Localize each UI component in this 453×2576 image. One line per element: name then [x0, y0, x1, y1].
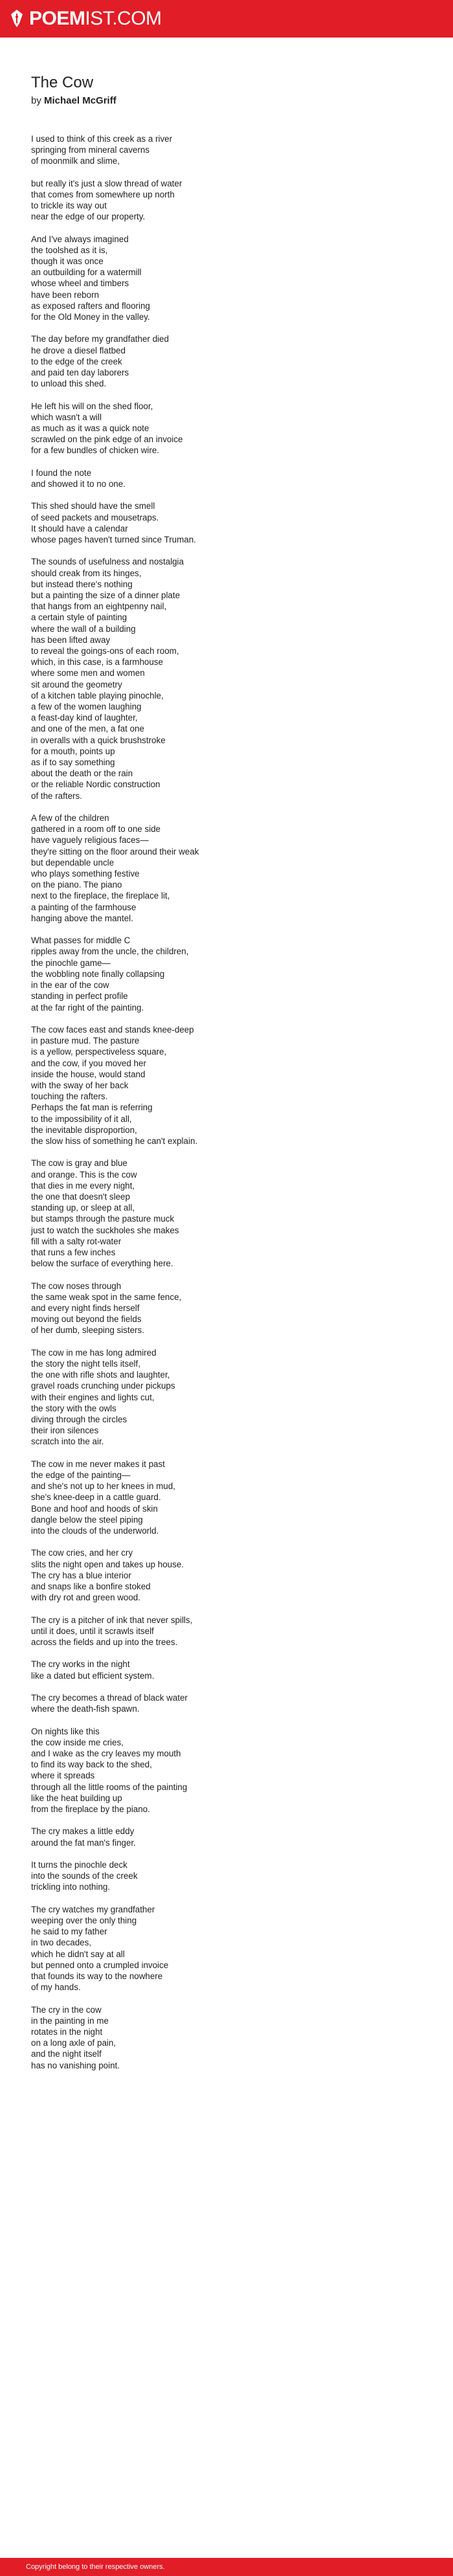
poem-line: slits the night open and takes up house.	[31, 1559, 184, 1569]
poem-line: to reveal the goings-ons of each room,	[31, 646, 179, 656]
poem-line: and I wake as the cry leaves my mouth	[31, 1748, 181, 1758]
poem-line: and showed it to no one.	[31, 479, 126, 489]
poem-line: should creak from its hinges,	[31, 568, 142, 578]
poem-line: whose pages haven't turned since Truman.	[31, 535, 196, 545]
poem-line: as much as it was a quick note	[31, 423, 149, 434]
poem-line: the story the night tells itself,	[31, 1358, 140, 1369]
poem-line: for a mouth, points up	[31, 746, 115, 756]
stanza	[31, 333, 453, 389]
poem-line: the toolshed as it is,	[31, 245, 108, 255]
poem-line: as exposed rafters and flooring	[31, 300, 150, 311]
poem-line: with their engines and lights cut,	[31, 1392, 155, 1402]
poem-line: of my hands.	[31, 1982, 81, 1993]
poem-line: of a kitchen table playing pinochle,	[31, 690, 164, 700]
poem-line: in the ear of the cow	[31, 980, 109, 991]
author-link[interactable]: Michael McGriff	[44, 95, 116, 106]
poem-line: and the cow, if you moved her	[31, 1058, 146, 1068]
poem-line: to the edge of the creek	[31, 356, 122, 366]
poem-line: The cow noses through	[31, 1281, 122, 1291]
poem-line: and paid ten day laborers	[31, 368, 129, 378]
poem-line: a feast-day kind of laughter,	[31, 713, 138, 723]
poem-line: they're sitting on the floor around their weak	[31, 846, 199, 857]
poem-line: I found the note	[31, 467, 92, 478]
poem-line: He left his will on the shed floor,	[31, 401, 153, 411]
poem-line: around the fat man's finger.	[31, 1837, 136, 1848]
stanza	[31, 1659, 453, 1681]
poem-line: which wasn't a will	[31, 412, 102, 422]
poem-line: It turns the pinochle deck	[31, 1859, 127, 1870]
poem-line: It should have a calendar	[31, 523, 128, 533]
poem-line: weeping over the only thing	[31, 1915, 137, 1925]
poem-line: of her dumb, sleeping sisters.	[31, 1325, 144, 1336]
poem-line: springing from mineral caverns	[31, 145, 150, 155]
poem-line: has no vanishing point.	[31, 2060, 120, 2070]
poem-line: The cow cries, and her cry	[31, 1548, 133, 1558]
poem-line: that hangs from an eightpenny nail,	[31, 601, 167, 612]
poem-line: inside the house, would stand	[31, 1069, 146, 1079]
stanza	[31, 178, 453, 223]
poem-line: of moonmilk and slime,	[31, 156, 120, 166]
poem-line: has been lifted away	[31, 634, 111, 645]
poem-line: The cry watches my grandfather	[31, 1904, 155, 1914]
quill-icon	[9, 9, 25, 28]
byline-prefix: by	[31, 95, 41, 106]
poem-line: The cry becomes a thread of black water	[31, 1692, 188, 1703]
poem-line: just to watch the suckholes she makes	[31, 1225, 179, 1235]
poem-line: across the fields and up into the trees.	[31, 1637, 178, 1647]
poem-line: trickling into nothing.	[31, 1882, 111, 1892]
poem-line: ripples away from the uncle, the children,	[31, 946, 189, 957]
poem-line: On nights like this	[31, 1726, 100, 1736]
poem-line: the pinochle game—	[31, 958, 111, 968]
poem-line: A few of the children	[31, 813, 109, 823]
poem-line: the wobbling note finally collapsing	[31, 969, 165, 979]
poem-line: he drove a diesel flatbed	[31, 345, 126, 355]
poem-line: which, in this case, is a farmhouse	[31, 657, 163, 667]
poem-line: the one with rifle shots and laughter,	[31, 1370, 170, 1380]
poem-line: but dependable uncle	[31, 857, 115, 868]
poem-line: Perhaps the fat man is referring	[31, 1103, 153, 1113]
poem-line: The cow in me never makes it past	[31, 1459, 165, 1469]
footer	[0, 2558, 453, 2576]
poem-line: The cry has a blue interior	[31, 1570, 131, 1580]
poem-line: but really it's just a slow thread of water	[31, 178, 182, 188]
poem-line: in two decades,	[31, 1938, 92, 1948]
poem-line: The day before my grandfather died	[31, 334, 169, 344]
poem-line: where the death-fish spawn.	[31, 1704, 140, 1714]
poem-line: like the heat building up	[31, 1793, 122, 1803]
poem-line: is a yellow, perspectiveless square,	[31, 1047, 167, 1057]
poem-line: though it was once	[31, 256, 104, 266]
poem-line: What passes for middle C	[31, 935, 131, 946]
poem-line: touching the rafters.	[31, 1092, 108, 1102]
poem-line: that comes from somewhere up north	[31, 189, 175, 199]
poem-line: gathered in a room off to one side	[31, 824, 161, 834]
poem-line: he said to my father	[31, 1927, 107, 1937]
poem-line: of seed packets and mousetraps.	[31, 512, 159, 522]
poem-line: the one that doesn't sleep	[31, 1191, 130, 1202]
poem-line: where some men and women	[31, 668, 145, 678]
poem-line: and one of the men, a fat one	[31, 724, 144, 734]
stanza	[31, 133, 453, 167]
stanza	[31, 467, 453, 489]
poem-line: and every night finds herself	[31, 1303, 140, 1313]
poem-line: the slow hiss of something he can't explain.	[31, 1136, 198, 1146]
poem-line: and orange. This is the cow	[31, 1169, 137, 1180]
poem-line: have vaguely religious faces—	[31, 835, 149, 846]
stanza	[31, 1859, 453, 1893]
byline	[31, 95, 453, 106]
poem-line: I used to think of this creek as a river	[31, 133, 173, 144]
stanza	[31, 1459, 453, 1536]
poem-line: next to the fireplace, the fireplace lit,	[31, 891, 170, 901]
poem-line: she's knee-deep in a cattle guard.	[31, 1492, 161, 1503]
poem-line: their iron silences	[31, 1426, 99, 1436]
poem-line: but instead there's nothing	[31, 579, 133, 589]
stanza	[31, 1692, 453, 1714]
poem-line: standing in perfect profile	[31, 991, 128, 1002]
poem-line: rotates in the night	[31, 2026, 103, 2037]
site-name-light: IST.COM	[85, 8, 162, 29]
poem-line: The cry makes a little eddy	[31, 1826, 135, 1837]
poem-line: until it does, until it scrawls itself	[31, 1626, 154, 1636]
poem-title: The Cow	[31, 74, 94, 91]
poem-line: where the wall of a building	[31, 623, 136, 634]
poem-line: to unload this shed.	[31, 379, 107, 389]
stanza	[31, 935, 453, 1013]
poem-line: which he didn't say at all	[31, 1949, 125, 1959]
poem-line: who plays something festive	[31, 869, 140, 879]
poem-line: or the reliable Nordic construction	[31, 779, 160, 790]
stanza	[31, 1158, 453, 1269]
site-name	[29, 9, 162, 28]
poem-body	[0, 106, 453, 2071]
poem-line: standing up, or sleep at all,	[31, 1203, 135, 1213]
stanza	[31, 812, 453, 924]
poem-line: The cow is gray and blue	[31, 1158, 127, 1169]
poem-line: the same weak spot in the same fence,	[31, 1292, 182, 1302]
poem-line: in the painting in me	[31, 2015, 109, 2026]
poem-line: have been reborn	[31, 289, 99, 300]
stanza	[31, 1904, 453, 1993]
poem-line: the edge of the painting—	[31, 1470, 131, 1480]
stanza	[31, 1281, 453, 1336]
poem-container	[0, 38, 453, 2071]
poem-line: and she's not up to her knees in mud,	[31, 1481, 175, 1492]
stanza	[31, 2004, 453, 2071]
poem-line: scrawled on the pink edge of an invoice	[31, 434, 183, 445]
poem-line: the cow inside me cries,	[31, 1737, 124, 1747]
stanza	[31, 1024, 453, 1147]
poem-line: at the far right of the painting.	[31, 1002, 144, 1013]
poem-line: that founds its way to the nowhere	[31, 1971, 163, 1981]
poem-line: in pasture mud. The pasture	[31, 1036, 140, 1046]
poem-line: a certain style of painting	[31, 612, 127, 623]
poem-line: The sounds of usefulness and nostalgia	[31, 557, 184, 567]
poem-line: This shed should have the smell	[31, 501, 155, 511]
stanza	[31, 1347, 453, 1448]
poem-line: as if to say something	[31, 757, 115, 768]
poem-line: with dry rot and green wood.	[31, 1593, 140, 1603]
poem-line: near the edge of our property.	[31, 212, 146, 222]
poem-line: but penned onto a crumpled invoice	[31, 1960, 169, 1970]
poem-line: a few of the women laughing	[31, 702, 142, 712]
poem-line: moving out beyond the fields	[31, 1314, 142, 1325]
poem-line: on a long axle of pain,	[31, 2038, 116, 2048]
poem-line: but a painting the size of a dinner plate	[31, 590, 181, 601]
stanza	[31, 556, 453, 801]
stanza	[31, 1726, 453, 1815]
poem-line: for a few bundles of chicken wire.	[31, 445, 159, 456]
poem-line: to trickle its way out	[31, 201, 107, 210]
poem-line: into the sounds of the creek	[31, 1871, 138, 1881]
top-bar	[0, 0, 453, 38]
poem-line: of the rafters.	[31, 790, 82, 801]
poem-line: about the death or the rain	[31, 768, 133, 779]
stanza	[31, 500, 453, 545]
poem-line: whose wheel and timbers	[31, 278, 129, 289]
poem-line: And I've always imagined	[31, 234, 129, 244]
poem-line: The cry in the cow	[31, 2004, 102, 2015]
poem-line: like a dated but efficient system.	[31, 1670, 155, 1681]
stanza	[31, 1615, 453, 1648]
stanza	[31, 1826, 453, 1848]
poem-line: an outbuilding for a watermill	[31, 267, 142, 278]
copyright-text: Copyright belong to their respective owners.	[26, 2563, 165, 2571]
poem-line: The cow faces east and stands knee-deep	[31, 1024, 194, 1035]
poem-line: diving through the circles	[31, 1414, 127, 1424]
poem-line: to the impossibility of it all,	[31, 1114, 132, 1124]
poem-line: gravel roads crunching under pickups	[31, 1381, 175, 1391]
poem-line: The cry is a pitcher of ink that never spills,	[31, 1615, 193, 1625]
poem-line: the story with the owls	[31, 1403, 116, 1413]
poem-line: in overalls with a quick brushstroke	[31, 735, 166, 745]
poem-line: for the Old Money in the valley.	[31, 312, 150, 322]
poem-line: and snaps like a bonfire stoked	[31, 1581, 151, 1591]
poem-line: but stamps through the pasture muck	[31, 1214, 175, 1224]
poem-line: hanging above the mantel.	[31, 913, 133, 923]
poem-line: into the clouds of the underworld.	[31, 1525, 159, 1536]
poem-header	[0, 38, 453, 106]
poem-line: where it spreads	[31, 1771, 95, 1781]
poem-line: below the surface of everything here.	[31, 1259, 173, 1269]
stanza	[31, 1547, 453, 1603]
poem-line: with the sway of her back	[31, 1080, 129, 1090]
poem-line: sit around the geometry	[31, 679, 122, 689]
poem-line: through all the little rooms of the painting	[31, 1782, 188, 1792]
poem-line: the inevitable disproportion,	[31, 1125, 137, 1135]
poem-line: scratch into the air.	[31, 1437, 104, 1447]
poem-line: dangle below the steel piping	[31, 1514, 143, 1525]
poem-line: fill with a salty rot-water	[31, 1236, 122, 1246]
poem-line: Bone and hoof and hoods of skin	[31, 1503, 158, 1514]
poem-line: from the fireplace by the piano.	[31, 1804, 150, 1814]
stanza	[31, 234, 453, 323]
poem-line: and the night itself	[31, 2049, 102, 2059]
poem-line: to find its way back to the shed,	[31, 1760, 152, 1770]
poem-line: a painting of the farmhouse	[31, 902, 137, 912]
poem-line: that runs a few inches	[31, 1247, 116, 1257]
stanza	[31, 401, 453, 456]
site-name-bold: POEM	[29, 8, 85, 29]
site-logo[interactable]	[9, 9, 162, 28]
poem-line: that dies in me every night,	[31, 1180, 135, 1191]
poem-line: The cry works in the night	[31, 1659, 130, 1670]
poem-line: on the piano. The piano	[31, 880, 122, 890]
poem-line: The cow in me has long admired	[31, 1347, 157, 1358]
